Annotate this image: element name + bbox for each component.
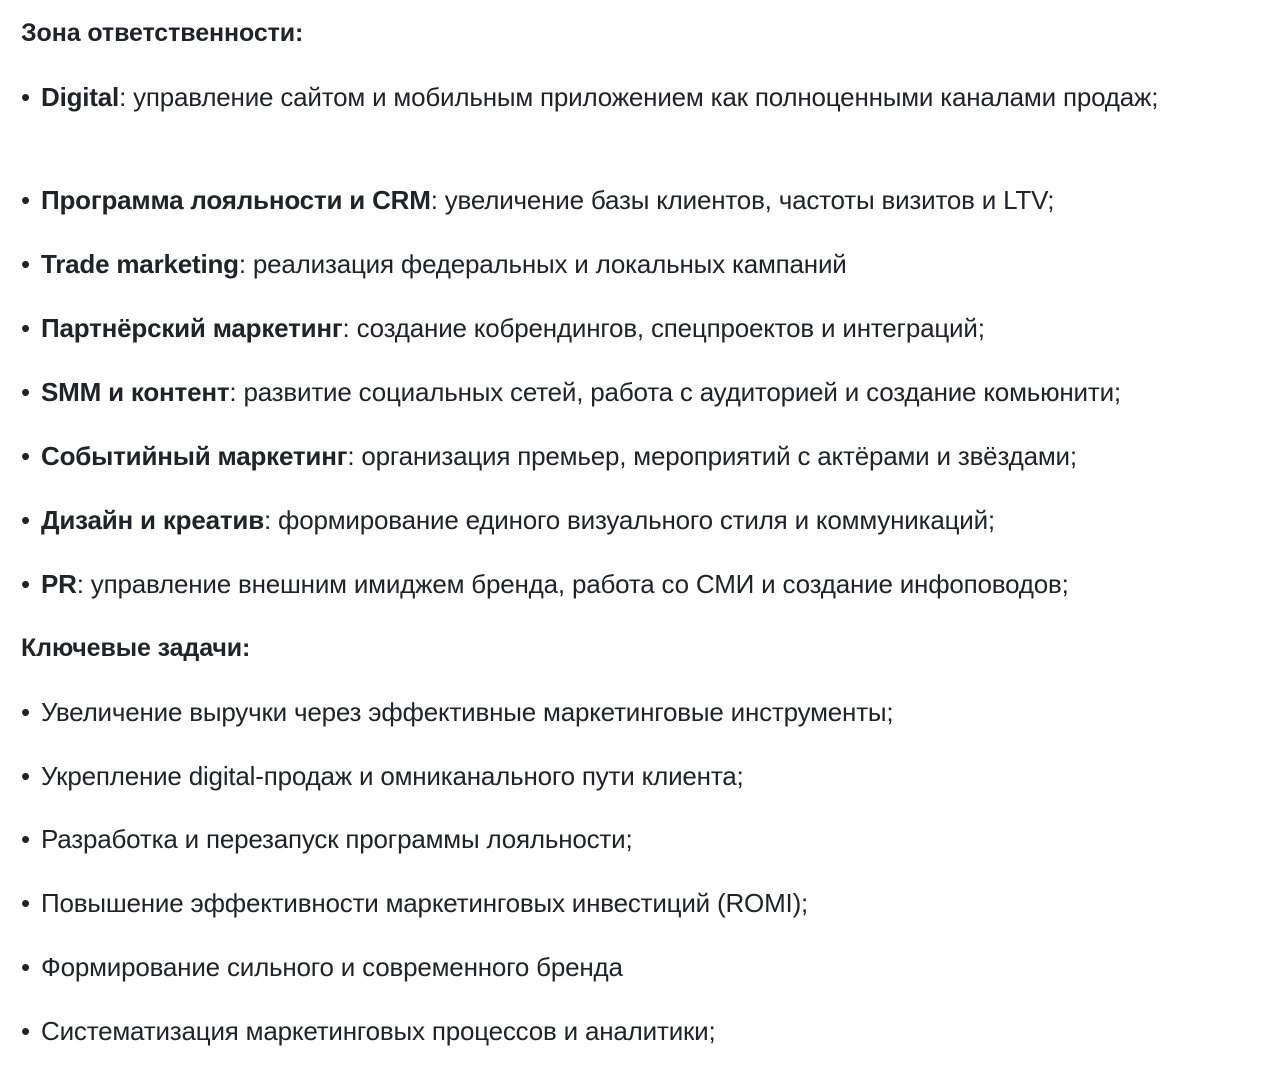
item-term: Digital <box>41 82 120 112</box>
bullet: • <box>21 888 30 918</box>
item-term: PR <box>41 569 77 599</box>
tasks-heading: Ключевые задачи: <box>21 634 251 662</box>
item-term: Программа лояльности и CRM <box>41 185 431 215</box>
item-text: : управление сайтом и мобильным приложением как полноценными каналами продаж; <box>119 82 1159 112</box>
item-text: : управление внешним имиджем бренда, работа со СМИ и создание инфоповодов; <box>76 569 1069 599</box>
task-text: Укрепление digital-продаж и омниканального пути клиента; <box>41 761 744 791</box>
item-text: : увеличение базы клиентов, частоты визитов и LTV; <box>430 185 1055 215</box>
bullet: • <box>21 185 30 215</box>
bullet: • <box>21 1016 30 1046</box>
responsibility-item-event-marketing <box>21 437 1077 475</box>
responsibility-heading: Зона ответственности: <box>21 19 304 47</box>
responsibility-item-loyalty-crm <box>21 181 1054 219</box>
bullet: • <box>21 824 30 854</box>
task-item <box>21 884 808 922</box>
task-text: Систематизация маркетинговых процессов и аналитики; <box>41 1016 716 1046</box>
item-term: Событийный маркетинг <box>41 441 348 471</box>
responsibility-item-digital <box>21 78 1181 116</box>
item-text: : развитие социальных сетей, работа с аудиторией и создание комьюнити; <box>229 377 1121 407</box>
bullet: • <box>21 761 30 791</box>
task-item <box>21 820 632 858</box>
item-term: Дизайн и креатив <box>41 505 264 535</box>
bullet: • <box>21 952 30 982</box>
task-item <box>21 1012 716 1050</box>
bullet: • <box>21 313 30 343</box>
bullet: • <box>21 82 30 112</box>
bullet: • <box>21 697 30 727</box>
task-text: Формирование сильного и современного бренда <box>41 952 623 982</box>
item-text: : формирование единого визуального стиля и коммуникаций; <box>263 505 995 535</box>
responsibility-item-pr <box>21 565 1069 603</box>
task-item <box>21 693 893 731</box>
bullet: • <box>21 441 30 471</box>
task-item <box>21 948 623 986</box>
task-text: Разработка и перезапуск программы лояльности; <box>41 824 633 854</box>
bullet: • <box>21 377 30 407</box>
item-term: SMM и контент <box>41 377 230 407</box>
responsibility-item-partner-marketing <box>21 309 985 347</box>
item-term: Trade marketing <box>41 249 239 279</box>
item-text: : реализация федеральных и локальных кампаний <box>238 249 847 279</box>
responsibility-item-trade-marketing <box>21 245 847 283</box>
responsibility-item-design <box>21 501 995 539</box>
item-text: : организация премьер, мероприятий с актёрами и звёздами; <box>347 441 1077 471</box>
task-item <box>21 757 744 795</box>
bullet: • <box>21 569 30 599</box>
responsibility-item-smm <box>21 373 1121 411</box>
bullet: • <box>21 249 30 279</box>
item-term: Партнёрский маркетинг <box>41 313 343 343</box>
task-text: Увеличение выручки через эффективные маркетинговые инструменты; <box>41 697 894 727</box>
bullet: • <box>21 505 30 535</box>
item-text: : создание кобрендингов, спецпроектов и интеграций; <box>342 313 985 343</box>
task-text: Повышение эффективности маркетинговых инвестиций (ROMI); <box>41 888 809 918</box>
